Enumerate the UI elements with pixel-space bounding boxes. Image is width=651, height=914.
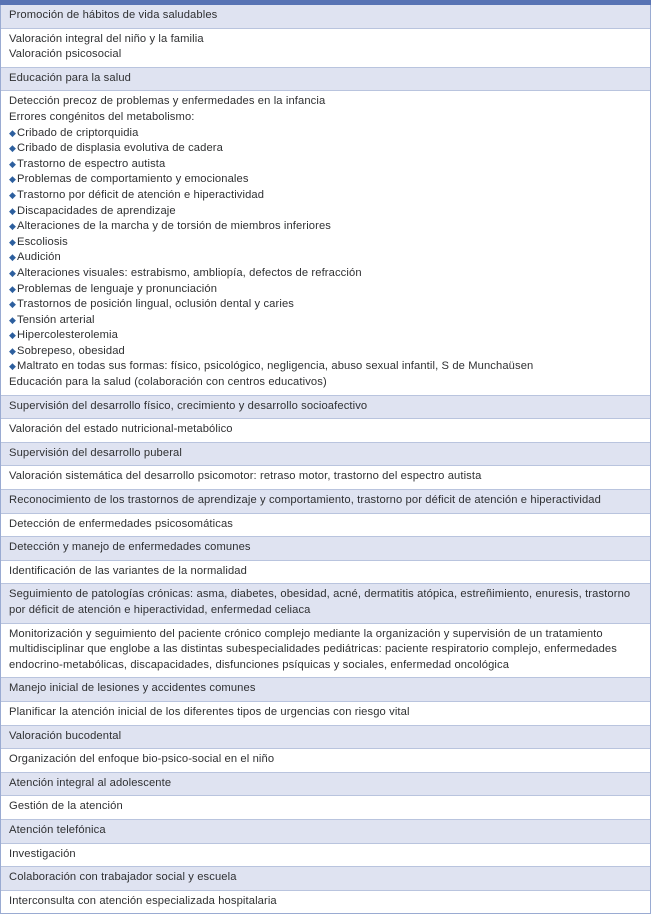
table-row <box>1 702 650 726</box>
bullet-text: Maltrato en todas sus formas: físico, psicológico, negligencia, abuso sexual infantil, S de Munchaüsen <box>17 360 534 373</box>
bullet-text: Discapacidades de aprendizaje <box>17 204 176 217</box>
row-text: Planificar la atención inicial de los diferentes tipos de urgencias con riesgo vital <box>9 705 410 718</box>
bullet-text: Trastorno de espectro autista <box>17 157 166 170</box>
diamond-bullet-icon: ◆ <box>9 174 17 185</box>
bullet-list-item <box>9 266 642 282</box>
bullet-text: Alteraciones de la marcha y de torsión de miembros inferiores <box>17 220 332 233</box>
bullet-list-item <box>9 250 642 266</box>
row-text: Atención integral al adolescente <box>9 776 172 789</box>
table-row <box>1 419 650 443</box>
row-text: Educación para la salud <box>9 71 131 84</box>
row-text: Atención telefónica <box>9 823 106 836</box>
table-row <box>1 726 650 750</box>
bullet-list-item <box>9 188 642 204</box>
table-row <box>1 29 650 68</box>
bullet-list-item <box>9 172 642 188</box>
row-text: Promoción de hábitos de vida saludables <box>9 9 218 21</box>
bullet-text: Problemas de lenguaje y pronunciación <box>17 282 218 295</box>
bullet-text: Audición <box>17 251 61 264</box>
table-body <box>0 5 651 914</box>
table-row <box>1 490 650 514</box>
bullet-list-item <box>9 313 642 329</box>
diamond-bullet-icon: ◆ <box>9 252 17 263</box>
diamond-bullet-icon: ◆ <box>9 361 17 372</box>
row-text: Educación para la salud (colaboración con centros educativos) <box>9 376 327 389</box>
row-text: Manejo inicial de lesiones y accidentes comunes <box>9 682 256 695</box>
table-row <box>1 5 650 29</box>
diamond-bullet-icon: ◆ <box>9 236 17 247</box>
row-text: Supervisión del desarrollo puberal <box>9 446 182 459</box>
row-text: Detección y manejo de enfermedades comunes <box>9 541 251 554</box>
diamond-bullet-icon: ◆ <box>9 330 17 341</box>
row-text: Identificación de las variantes de la normalidad <box>9 564 247 577</box>
diamond-bullet-icon: ◆ <box>9 221 17 232</box>
table-row <box>1 466 650 490</box>
bullet-text: Trastorno por déficit de atención e hiperactividad <box>17 188 265 201</box>
diamond-bullet-icon: ◆ <box>9 205 17 216</box>
bullet-list-item <box>9 204 642 220</box>
bullet-text: Sobrepeso, obesidad <box>17 344 125 357</box>
table-row <box>1 91 650 395</box>
bullet-text: Problemas de comportamiento y emocionales <box>17 173 249 186</box>
table-row <box>1 678 650 702</box>
row-text: Detección precoz de problemas y enfermedades en la infancia <box>9 95 326 108</box>
row-text: Valoración psicosocial <box>9 48 122 61</box>
table-row <box>1 749 650 773</box>
bullet-list-item <box>9 282 642 298</box>
bullet-list-item <box>9 126 642 142</box>
diamond-bullet-icon: ◆ <box>9 283 17 294</box>
bullet-list-item <box>9 141 642 157</box>
diamond-bullet-icon: ◆ <box>9 189 17 200</box>
row-text: Gestión de la atención <box>9 800 123 813</box>
table-row <box>1 773 650 797</box>
bullet-text: Hipercolesterolemia <box>17 329 118 342</box>
row-text: Interconsulta con atención especializada hospitalaria <box>9 894 277 907</box>
bullet-text: Cribado de displasia evolutiva de cadera <box>17 142 223 155</box>
table-row <box>1 891 650 914</box>
table-row <box>1 68 650 92</box>
row-text: Valoración bucodental <box>9 729 122 742</box>
bullet-text: Alteraciones visuales: estrabismo, ambliopía, defectos de refracción <box>17 266 362 279</box>
diamond-bullet-icon: ◆ <box>9 314 17 325</box>
table-row <box>1 537 650 561</box>
bullet-text: Cribado de criptorquidia <box>17 126 139 139</box>
row-text: Reconocimiento de los trastornos de aprendizaje y comportamiento, trastorno por déficit de atención e hiperactividad <box>9 494 601 507</box>
bullet-list-item <box>9 235 642 251</box>
table-row <box>1 796 650 820</box>
bullet-list-item <box>9 297 642 313</box>
table-row <box>1 396 650 420</box>
bullet-text: Escoliosis <box>17 235 68 248</box>
row-text: Valoración integral del niño y la familia <box>9 32 204 45</box>
bullet-list-item <box>9 359 642 375</box>
row-text: Seguimiento de patologías crónicas: asma, diabetes, obesidad, acné, dermatitis atópica, estreñimiento, enuresis, trastorno por déficit de atención e hiperactividad, enfermedad celiaca <box>9 588 631 616</box>
row-text: Organización del enfoque bio-psico-social en el niño <box>9 753 275 766</box>
diamond-bullet-icon: ◆ <box>9 127 17 138</box>
diamond-bullet-icon: ◆ <box>9 158 17 169</box>
table-row <box>1 624 650 679</box>
bullet-list-item <box>9 219 642 235</box>
row-text: Investigación <box>9 847 76 860</box>
table-row <box>1 561 650 585</box>
table-row <box>1 443 650 467</box>
table-row <box>1 820 650 844</box>
row-text: Colaboración con trabajador social y escuela <box>9 871 237 884</box>
row-text: Valoración sistemática del desarrollo psicomotor: retraso motor, trastorno del espectro autista <box>9 470 482 483</box>
row-text: Detección de enfermedades psicosomáticas <box>9 517 233 530</box>
diamond-bullet-icon: ◆ <box>9 267 17 278</box>
bullet-text: Tensión arterial <box>17 313 95 326</box>
row-text: Valoración del estado nutricional-metabólico <box>9 423 233 436</box>
table-row <box>1 844 650 868</box>
diamond-bullet-icon: ◆ <box>9 299 17 310</box>
row-text: Monitorización y seguimiento del paciente crónico complejo mediante la organización y supervisión de un tratamiento multidisciplinar que englobe a las distintas subespecialidades pediátricas: paciente respiratorio complejo, enfermedades endocrino-metabólicas, discapacidades, disfunciones psíquicas y sociales, enfermedad oncológica <box>9 627 617 671</box>
table-row <box>1 867 650 891</box>
diamond-bullet-icon: ◆ <box>9 143 17 154</box>
row-text: Supervisión del desarrollo físico, crecimiento y desarrollo socioafectivo <box>9 399 368 412</box>
bullet-list-item <box>9 344 642 360</box>
table-row <box>1 514 650 538</box>
bullet-list-item <box>9 328 642 344</box>
bullet-text: Trastornos de posición lingual, oclusión dental y caries <box>17 298 294 311</box>
table-row <box>1 584 650 623</box>
bullet-list-item <box>9 157 642 173</box>
diamond-bullet-icon: ◆ <box>9 345 17 356</box>
row-text: Errores congénitos del metabolismo: <box>9 110 195 123</box>
